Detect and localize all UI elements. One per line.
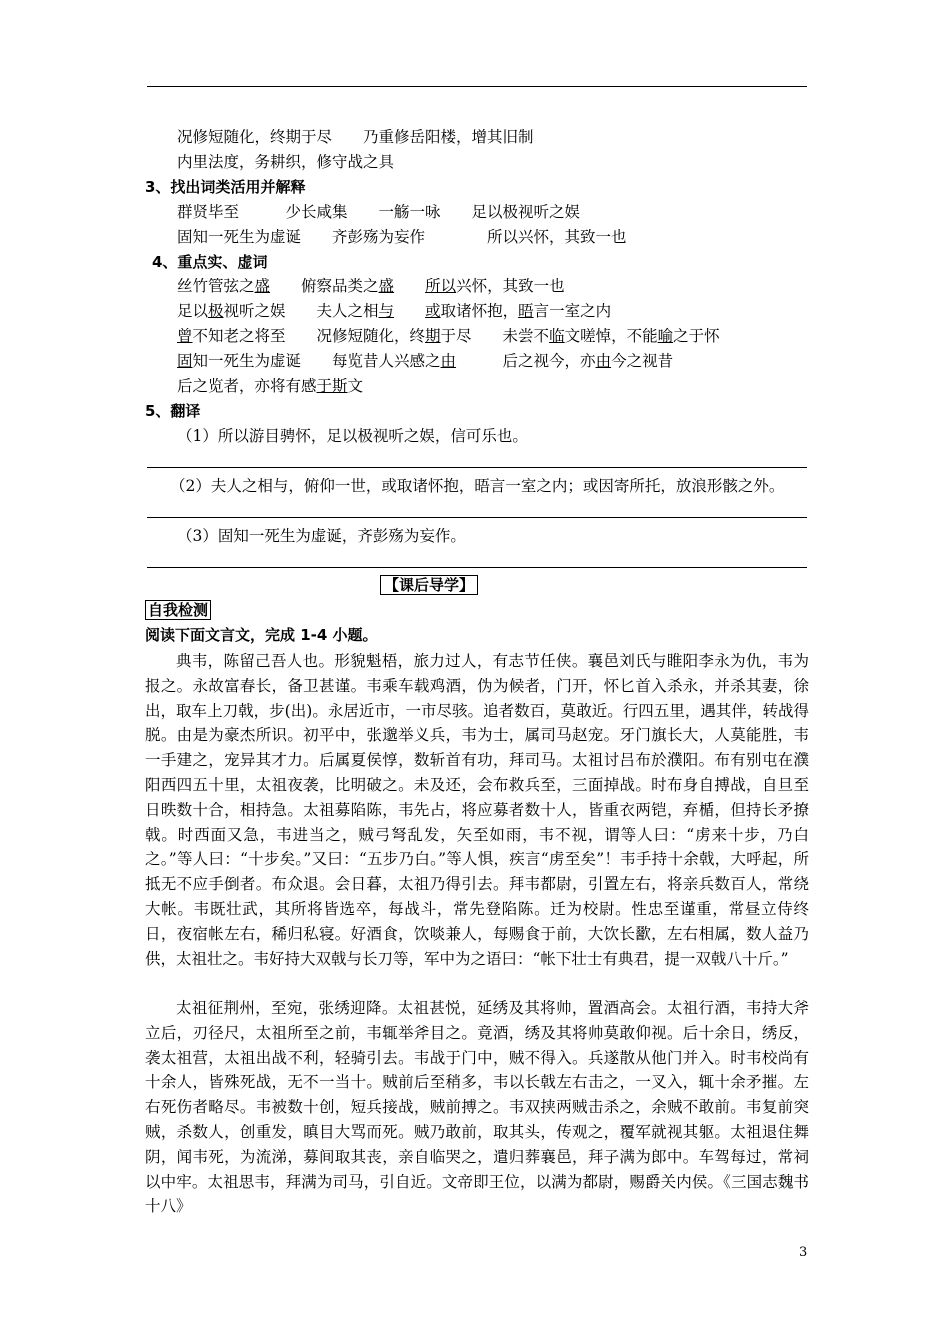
page-number: 3 (799, 1245, 808, 1260)
sec4-line5: 后之览者，亦将有感于斯文 (177, 377, 364, 395)
sec5-heading: 5、翻译 (145, 402, 201, 420)
sec3-line2: 固知一死生为虚诞 齐彭殇为妄作 所以兴怀，其致一也 (177, 228, 627, 246)
sec4-heading: 4、重点实、虚词 (152, 253, 268, 271)
sec4-line2: 足以极视听之娱 夫人之相与 或取诸怀抱，晤言一室之内 (177, 302, 612, 320)
sec3-line1: 群贤毕至 少长咸集 一觞一咏 足以极视听之娱 (177, 203, 581, 221)
sec4-line3: 曾不知老之将至 况修短随化，终期于尽 未尝不临文嗟悼，不能喻之于怀 (177, 327, 720, 345)
sec2-line1: 况修短随化，终期于尽 乃重修岳阳楼，增其旧制 (177, 128, 534, 146)
translate-q2: （2）夫人之相与，俯仰一世，或取诸怀抱，晤言一室之内；或因寄所托，放浪形骸之外。 (170, 477, 785, 495)
reading-instruction: 阅读下面文言文，完成 1-4 小题。 (145, 626, 378, 644)
passage-paragraph-2: 太祖征荆州，至宛，张绣迎降。太祖甚悦，延绣及其将帅，置酒高会。太祖行酒，韦持大斧立后，刃径尺，太祖所至之前，韦辄举斧目之。竟酒，绣及其将帅莫敢仰视。后十余日，绣反，袭太祖营，太祖出战不利，轻骑引去。韦战于门中，贼不得入。兵遂散从他门并入。时韦校尚有十余人，皆殊死战，无不一当十。贼前后至稍多，韦以长戟左右击之，一叉入，辄十余矛摧。左右死伤者略尽。韦被数十创，短兵接战，贼前搏之。韦双挟两贼击杀之，余贼不敢前。韦复前突贼，杀数人，创重发，瞋目大骂而死。贼乃敢前，取其头，传观之，覆军就视其躯。太祖退住舞阴，闻韦死，为流涕，募间取其丧，亲自临哭之，遣归葬襄邑，拜子满为郎中。车驾每过，常祠以中牢。太祖思韦，拜满为司马，引自近。文帝即王位，以满为都尉，赐爵关内侯。《三国志魏书十八》 (145, 999, 809, 1216)
sec2-line2: 内里法度，务耕织，修守战之具 (177, 153, 395, 171)
sec4-line1: 丝竹管弦之盛 俯察品类之盛 所以兴怀，其致一也 (177, 277, 565, 295)
answer-line-2 (147, 517, 807, 518)
answer-line-3 (147, 567, 807, 568)
answer-line-1 (147, 467, 807, 468)
passage-paragraph-1: 典韦，陈留己吾人也。形貌魁梧，旅力过人，有志节任侠。襄邑刘氏与睢阳李永为仇，韦为报之。永故富春长，备卫甚谨。韦乘车载鸡酒，伪为候者，门开，怀匕首入杀永，并杀其妻，徐出，取车上刀戟，步(出)。永居近市，一市尽骇。追者数百，莫敢近。行四五里，遇其伴，转战得脱。由是为豪杰所识。初平中，张邈举义兵，韦为士，属司马赵宠。牙门旗长大，人莫能胜，韦一手建之，宠异其才力。后属夏侯惇，数斩首有功，拜司马。太祖讨吕布於濮阳。布有别屯在濮阳西四五十里，太祖夜袭，比明破之。未及还，会布救兵至，三面掉战。时布身自搏战，自旦至日昳数十合，相持急。太祖募陷陈，韦先占，将应募者数十人，皆重衣两铠，弃楯，但持长矛撩戟。时西面又急，韦进当之，贼弓弩乱发，矢至如雨，韦不视，谓等人曰：“虏来十步，乃白之。”等人曰：“十步矣。”又曰：“五步乃白。”等人惧，疾言“虏至矣”！韦手持十余戟，大呼起，所抵无不应手倒者。布众退。会日暮，太祖乃得引去。拜韦都尉，引置左右，将亲兵数百人，常绕大帐。韦既壮武，其所将皆选卒，每战斗，常先登陷陈。迁为校尉。性忠至谨重，常昼立侍终日，夜宿帐左右，稀归私寝。好酒食，饮啖兼人，每赐食于前，大饮长歠，左右相属，数人益乃供，太祖壮之。韦好持大双戟与长刀等，军中为之语曰：“帐下壮士有典君，提一双戟八十斤。” (145, 652, 809, 968)
after-class-title: 【课后导学】 (380, 575, 478, 595)
translate-q3: （3）固知一死生为虚诞，齐彭殇为妄作。 (177, 527, 466, 545)
sec3-heading: 3、找出词类活用并解释 (145, 178, 306, 196)
header-rule (147, 86, 807, 87)
translate-q1: （1）所以游目骋怀，足以极视听之娱，信可乐也。 (177, 427, 528, 445)
self-test-label: 自我检测 (145, 600, 211, 620)
sec4-line4: 固知一死生为虚诞 每览昔人兴感之由 后之视今，亦由今之视昔 (177, 352, 674, 370)
